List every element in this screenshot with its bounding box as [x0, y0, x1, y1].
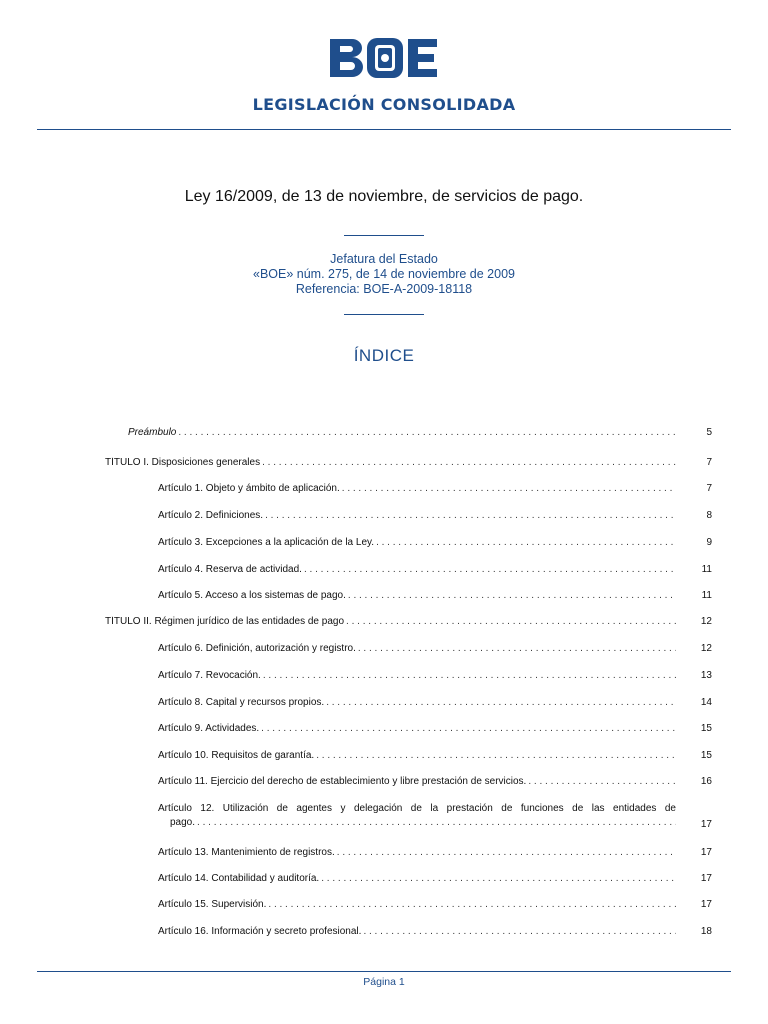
toc-entry-label: Artículo 8. Capital y recursos propios.	[158, 697, 325, 708]
toc-entry[interactable]	[158, 873, 676, 884]
toc-entry[interactable]	[158, 926, 676, 937]
toc-page-number: 7	[706, 457, 712, 468]
toc-leader-dots	[262, 457, 676, 468]
toc-entry-label: Artículo 7. Revocación.	[158, 670, 261, 681]
toc-entry-label: Artículo 5. Acceso a los sistemas de pago.	[158, 590, 346, 601]
toc-leader-dots	[263, 670, 676, 681]
toc-entry[interactable]	[105, 457, 676, 468]
toc-entry[interactable]	[158, 776, 676, 787]
toc-leader-dots	[265, 510, 676, 521]
toc-leader-dots	[316, 750, 676, 761]
toc-leader-dots	[358, 643, 676, 654]
header-divider	[37, 129, 731, 130]
toc-page-number: 17	[700, 899, 712, 910]
toc-page-number: 12	[700, 616, 712, 627]
toc-leader-dots	[348, 590, 676, 601]
toc-leader-dots	[376, 537, 676, 548]
toc-entry-label: TÍTULO II. Régimen jurídico de las entidades de pago	[105, 616, 345, 627]
toc-entry[interactable]	[128, 427, 676, 438]
footer-divider	[37, 971, 731, 972]
toc-entry[interactable]	[158, 483, 676, 494]
toc-entry[interactable]	[158, 510, 676, 521]
toc-entry-label: Artículo 16. Información y secreto profesional.	[158, 926, 362, 937]
toc-page-number: 11	[701, 564, 712, 575]
toc-page-number: 8	[706, 510, 712, 521]
toc-entry[interactable]	[158, 899, 676, 910]
toc-entry[interactable]	[158, 803, 676, 828]
toc-page-number: 11	[701, 590, 712, 601]
toc-entry-label: Artículo 2. Definiciones.	[158, 510, 264, 521]
toc-page-number: 12	[700, 643, 712, 654]
toc-entry-label: Artículo 15. Supervisión.	[158, 899, 267, 910]
toc-entry-label: Artículo 10. Requisitos de garantía.	[158, 750, 315, 761]
toc-page-number: 13	[700, 670, 712, 681]
toc-entry[interactable]	[158, 847, 676, 858]
toc-leader-dots	[178, 427, 676, 438]
toc-page-number: 9	[706, 537, 712, 548]
toc-entry-label: Artículo 1. Objeto y ámbito de aplicación.	[158, 483, 340, 494]
toc-leader-dots	[337, 847, 676, 858]
page-number: Página 1	[363, 976, 405, 988]
toc-leader-dots	[268, 899, 676, 910]
reference: Referencia: BOE-A-2009-18118	[295, 282, 473, 296]
toc-entry-label: Artículo 9. Actividades.	[158, 723, 260, 734]
toc-leader-dots	[346, 616, 676, 627]
toc-leader-dots	[528, 776, 676, 787]
toc-page-number: 5	[706, 427, 712, 438]
toc-page-number: 15	[700, 723, 712, 734]
issuer: Jefatura del Estado	[330, 252, 438, 266]
law-title: Ley 16/2009, de 13 de noviembre, de servicios de pago.	[184, 188, 584, 205]
toc-entry[interactable]	[158, 590, 676, 601]
short-divider-top	[344, 235, 424, 236]
toc-leader-dots	[261, 723, 676, 734]
toc-entry[interactable]	[158, 670, 676, 681]
toc-entry-label: Artículo 13. Mantenimiento de registros.	[158, 847, 335, 858]
index-heading: ÍNDICE	[353, 346, 415, 365]
toc-entry-label: TÍTULO I. Disposiciones generales	[105, 457, 261, 468]
toc-entry-label: Artículo 14. Contabilidad y auditoría.	[158, 873, 320, 884]
toc-page-number: 16	[700, 776, 712, 787]
toc-entry-label-continued: pago.	[170, 817, 196, 828]
toc-leader-dots	[197, 817, 676, 828]
toc-page-number: 17	[700, 873, 712, 884]
toc-entry-label: Preámbulo	[128, 427, 177, 438]
toc-entry[interactable]	[158, 750, 676, 761]
toc-page-number: 17	[700, 819, 712, 830]
toc-entry[interactable]	[158, 643, 676, 654]
boe-line: «BOE» núm. 275, de 14 de noviembre de 2009	[253, 267, 515, 281]
toc-leader-dots	[321, 873, 676, 884]
toc-entry[interactable]	[158, 697, 676, 708]
toc-entry-label: Artículo 12. Utilización de agentes y delegación de la prestación de funciones de las entidades de	[158, 803, 676, 814]
boe-logo	[328, 36, 440, 80]
toc-page-number: 17	[700, 847, 712, 858]
toc-page-number: 15	[700, 750, 712, 761]
toc-leader-dots	[304, 564, 676, 575]
toc-entry-label: Artículo 11. Ejercicio del derecho de establecimiento y libre prestación de servicios.	[158, 776, 527, 787]
toc-page-number: 14	[700, 697, 712, 708]
toc-entry[interactable]	[105, 616, 676, 627]
toc-leader-dots	[342, 483, 676, 494]
header-title: LEGISLACIÓN CONSOLIDADA	[252, 95, 516, 114]
toc-entry[interactable]	[158, 723, 676, 734]
toc-leader-dots	[326, 697, 676, 708]
toc-leader-dots	[363, 926, 676, 937]
toc-page-number: 18	[700, 926, 712, 937]
toc-page-number: 7	[706, 483, 712, 494]
toc-entry-label: Artículo 4. Reserva de actividad.	[158, 564, 302, 575]
toc-entry[interactable]	[158, 564, 676, 575]
toc-entry-label: Artículo 3. Excepciones a la aplicación de la Ley.	[158, 537, 375, 548]
toc-entry[interactable]	[158, 537, 676, 548]
short-divider-bottom	[344, 314, 424, 315]
toc-entry-label: Artículo 6. Definición, autorización y registro.	[158, 643, 356, 654]
